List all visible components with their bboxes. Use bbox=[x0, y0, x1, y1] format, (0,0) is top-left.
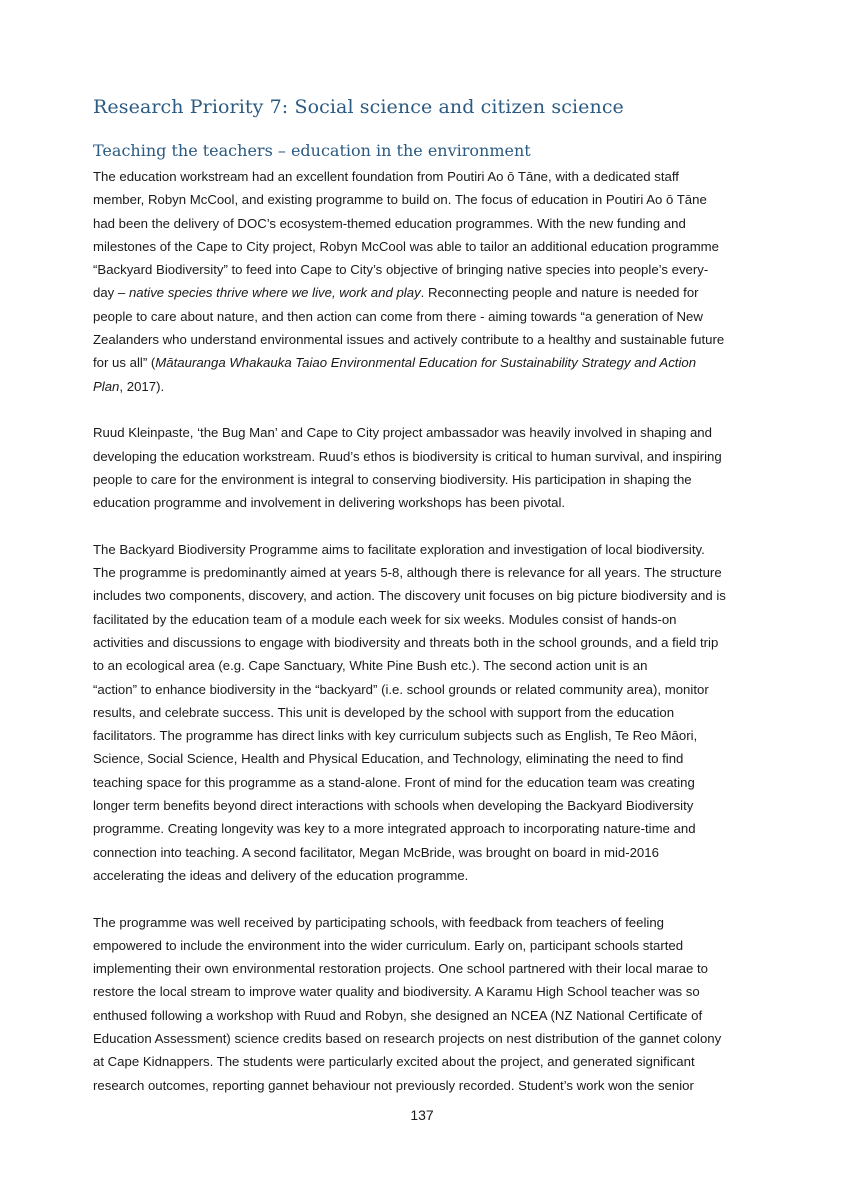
text-line: implementing their own environmental restoration projects. One school partnered with their local marae to bbox=[93, 961, 708, 977]
text-line: research outcomes, reporting gannet behaviour not previously recorded. Student’s work won the senior bbox=[93, 1077, 694, 1093]
text-line: accelerating the ideas and delivery of the education programme. bbox=[93, 867, 469, 883]
text-line: Zealanders who understand environmental issues and actively contribute to a healthy and sustainable future bbox=[93, 332, 725, 348]
text-run: . Reconnecting people and nature is needed for bbox=[420, 285, 699, 301]
text-line: empowered to include the environment into the wider curriculum. Early on, participant schools started bbox=[93, 937, 684, 953]
text-line: The programme is predominantly aimed at years 5-8, although there is relevance for all years. The structure bbox=[93, 565, 722, 581]
text-line: connection into teaching. A second facilitator, Megan McBride, was brought on board in mid-2016 bbox=[93, 844, 659, 860]
text-line: people to care for the environment is integral to conserving biodiversity. His participation in shaping the bbox=[93, 471, 692, 487]
text-line: Science, Social Science, Health and Physical Education, and Technology, eliminating the need to find bbox=[93, 751, 684, 767]
text-line: developing the education workstream. Ruud’s ethos is biodiversity is critical to human survival, and inspiring bbox=[93, 448, 722, 464]
citation-title: Mātauranga Whakauka Taiao Environmental Education for Sustainability Strategy and Action bbox=[155, 355, 697, 371]
text-line: The education workstream had an excellent foundation from Poutiri Ao ō Tāne, with a dedicated staff bbox=[93, 169, 679, 184]
text-line: facilitated by the education team of a module each week for six weeks. Modules consist of hands-on bbox=[93, 611, 677, 627]
text-line: education programme and involvement in delivering workshops has been pivotal. bbox=[93, 495, 566, 511]
text-line: at Cape Kidnappers. The students were particularly excited about the project, and generated significant bbox=[93, 1054, 695, 1070]
text-line: had been the delivery of DOC’s ecosystem-themed education programmes. With the new funding and bbox=[93, 215, 686, 231]
text-line bbox=[93, 281, 753, 304]
text-line: “Backyard Biodiversity” to feed into Cape to City’s objective of bringing native species into people’s every- bbox=[93, 262, 709, 278]
text-line: Ruud Kleinpaste, ‘the Bug Man’ and Cape to City project ambassador was heavily involved in shaping and bbox=[93, 425, 712, 441]
subsection-heading: Teaching the teachers – education in the environment bbox=[93, 141, 531, 160]
body-text bbox=[93, 165, 753, 1120]
text-line: milestones of the Cape to City project, Robyn McCool was able to tailor an additional education programme bbox=[93, 238, 720, 254]
italic-phrase: native species thrive where we live, work and play bbox=[128, 285, 421, 301]
text-line: longer term benefits beyond direct interactions with schools when developing the Backyard Biodiversity bbox=[93, 798, 694, 814]
text-line: to an ecological area (e.g. Cape Sanctuary, White Pine Bush etc.). The second action unit is an bbox=[93, 658, 648, 674]
text-run: for us all” ( bbox=[93, 355, 156, 371]
text-line: The Backyard Biodiversity Programme aims to facilitate exploration and investigation of local biodiversity. bbox=[93, 541, 705, 557]
text-line: facilitators. The programme has direct links with key curriculum subjects such as English, Te Reo Māori, bbox=[93, 728, 698, 744]
text-line bbox=[93, 375, 753, 398]
paragraph-2 bbox=[93, 421, 753, 514]
text-line bbox=[93, 351, 753, 374]
text-line: results, and celebrate success. This unit is developed by the school with support from the education bbox=[93, 704, 675, 720]
paragraph-3 bbox=[93, 538, 753, 887]
section-heading: Research Priority 7: Social science and citizen science bbox=[93, 96, 624, 118]
text-line: member, Robyn McCool, and existing programme to build on. The focus of education in Poutiri Ao ō Tāne bbox=[93, 192, 707, 208]
page-number: 137 bbox=[410, 1107, 434, 1123]
text-line: teaching space for this programme as a stand-alone. Front of mind for the education team was creating bbox=[93, 774, 695, 790]
text-line: restore the local stream to improve water quality and biodiversity. A Karamu High School teacher was so bbox=[93, 984, 700, 1000]
text-run: day – bbox=[93, 285, 129, 301]
citation-title: Plan bbox=[93, 378, 120, 394]
text-line: The programme was well received by participating schools, with feedback from teachers of feeling bbox=[93, 914, 664, 930]
text-line: “action” to enhance biodiversity in the “backyard” (i.e. school grounds or related community area), monitor bbox=[93, 681, 709, 697]
text-run: , 2017). bbox=[119, 378, 165, 394]
text-line: activities and discussions to engage with biodiversity and threats both in the school grounds, and a field trip bbox=[93, 634, 719, 650]
text-line: enthused following a workshop with Ruud and Robyn, she designed an NCEA (NZ National Certificate of bbox=[93, 1007, 703, 1023]
paragraph-4 bbox=[93, 911, 753, 1097]
text-line: Education Assessment) science credits based on research projects on nest distribution of the gannet colony bbox=[93, 1030, 722, 1046]
text-line: includes two components, discovery, and action. The discovery unit focuses on big picture biodiversity and is bbox=[93, 588, 726, 604]
text-line: programme. Creating longevity was key to a more integrated approach to incorporating nature-time and bbox=[93, 821, 696, 837]
text-line: people to care about nature, and then action can come from there - aiming towards “a generation of New bbox=[93, 308, 703, 324]
paragraph-1 bbox=[93, 165, 753, 398]
